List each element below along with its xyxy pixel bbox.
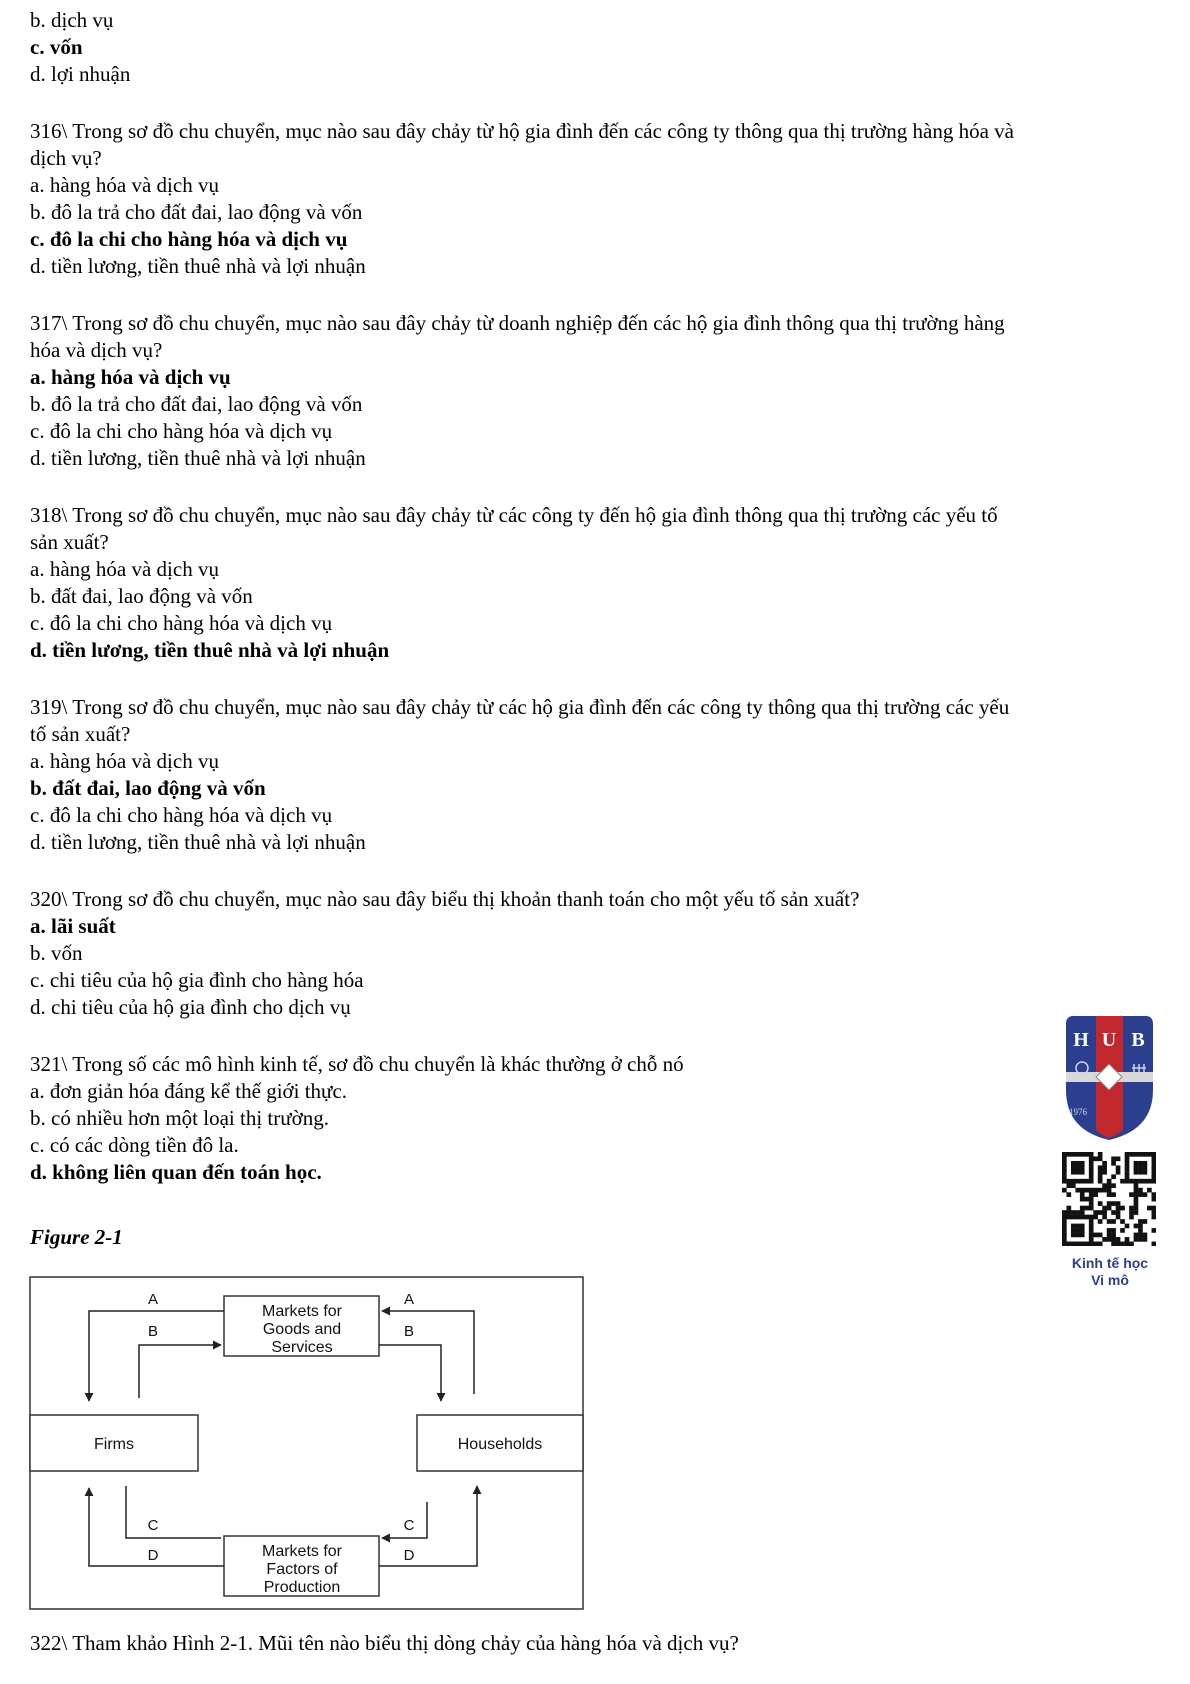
question-320: 320\ Trong sơ đồ chu chuyển, mục nào sau đây biểu thị khoản thanh toán cho một yếu tố sản xuất? xyxy=(30,887,860,911)
q317-option-c: c. đô la chi cho hàng hóa và dịch vụ xyxy=(30,419,333,443)
question-319: 319\ Trong sơ đồ chu chuyển, mục nào sau đây chảy từ các hộ gia đình đến các công ty thông qua thị trường các yếu xyxy=(30,695,1010,719)
circular-flow-diagram xyxy=(29,1276,584,1610)
q318-option-b: b. đất đai, lao động và vốn xyxy=(30,584,253,608)
qr-code xyxy=(1062,1152,1156,1246)
q317-option-b: b. đô la trả cho đất đai, lao động và vốn xyxy=(30,392,363,416)
q321-option-a: a. đơn giản hóa đáng kể thế giới thực. xyxy=(30,1079,348,1103)
q319-option-d: d. tiền lương, tiền thuê nhà và lợi nhuận xyxy=(30,830,366,854)
label-a-right: A xyxy=(403,1291,415,1308)
q318-option-c: c. đô la chi cho hàng hóa và dịch vụ xyxy=(30,611,333,635)
label-c-right: C xyxy=(403,1517,415,1534)
q316-option-c-correct: c. đô la chi cho hàng hóa và dịch vụ xyxy=(30,227,348,251)
label-d-left: D xyxy=(147,1547,159,1564)
answer-b: b. dịch vụ xyxy=(30,8,114,32)
label-c-left: C xyxy=(147,1517,159,1534)
question-321: 321\ Trong số các mô hình kinh tế, sơ đồ chu chuyển là khác thường ở chỗ nó xyxy=(30,1052,684,1076)
label-b-right: B xyxy=(403,1323,415,1340)
q320-option-d: d. chi tiêu của hộ gia đình cho dịch vụ xyxy=(30,995,351,1019)
q319-option-a: a. hàng hóa và dịch vụ xyxy=(30,749,219,773)
label-b-left: B xyxy=(147,1323,159,1340)
arrow-c-left xyxy=(126,1486,221,1538)
answer-c-correct: c. vốn xyxy=(30,35,83,59)
q317-option-d: d. tiền lương, tiền thuê nhà và lợi nhuận xyxy=(30,446,366,470)
figure-title: Figure 2-1 xyxy=(30,1225,123,1249)
logo-columns-icon xyxy=(1132,1064,1146,1072)
q321-option-b: b. có nhiều hơn một loại thị trường. xyxy=(30,1106,329,1130)
q316-option-b: b. đô la trả cho đất đai, lao động và vốn xyxy=(30,200,363,224)
answer-d: d. lợi nhuận xyxy=(30,62,131,86)
logo-caption-2: Vi mô xyxy=(1091,1272,1129,1288)
q321-option-c: c. có các dòng tiền đô la. xyxy=(30,1133,239,1157)
logo-letter-b: B xyxy=(1131,1029,1145,1051)
question-316-cont: dịch vụ? xyxy=(30,146,102,170)
q318-option-d-correct: d. tiền lương, tiền thuê nhà và lợi nhuận xyxy=(30,638,390,662)
arrow-b-left xyxy=(139,1345,221,1398)
q319-option-b-correct: b. đất đai, lao động và vốn xyxy=(30,776,266,800)
question-319-cont: tố sản xuất? xyxy=(30,722,131,746)
q316-option-a: a. hàng hóa và dịch vụ xyxy=(30,173,219,197)
factor-market-line3: Production xyxy=(263,1579,341,1596)
goods-market-line3: Services xyxy=(271,1339,333,1356)
label-a-left: A xyxy=(147,1291,159,1308)
question-318: 318\ Trong sơ đồ chu chuyển, mục nào sau đây chảy từ các công ty đến hộ gia đình thông qua thị trường các yếu tố xyxy=(30,503,998,527)
households-label: Households xyxy=(457,1436,543,1453)
hub-shield-logo xyxy=(1062,1012,1157,1142)
q318-option-a: a. hàng hóa và dịch vụ xyxy=(30,557,219,581)
firms-label: Firms xyxy=(94,1436,134,1453)
question-318-cont: sản xuất? xyxy=(30,530,109,554)
logo-year: 1976 xyxy=(1069,1107,1087,1117)
question-317-cont: hóa và dịch vụ? xyxy=(30,338,163,362)
q320-option-a-correct: a. lãi suất xyxy=(30,914,116,938)
q320-option-b: b. vốn xyxy=(30,941,83,965)
arrow-d-right xyxy=(379,1486,477,1566)
q319-option-c: c. đô la chi cho hàng hóa và dịch vụ xyxy=(30,803,333,827)
logo-letter-u: U xyxy=(1101,1029,1117,1051)
label-d-right: D xyxy=(403,1547,415,1564)
goods-market-line1: Markets for xyxy=(261,1303,343,1320)
q320-option-c: c. chi tiêu của hộ gia đình cho hàng hóa xyxy=(30,968,364,992)
arrow-b-right xyxy=(379,1345,441,1401)
question-317: 317\ Trong sơ đồ chu chuyển, mục nào sau đây chảy từ doanh nghiệp đến các hộ gia đình thông qua thị trường hàng xyxy=(30,311,1005,335)
factor-market-line1: Markets for xyxy=(261,1543,343,1560)
logo-letter-h: H xyxy=(1073,1029,1089,1051)
q317-option-a-correct: a. hàng hóa và dịch vụ xyxy=(30,365,231,389)
goods-market-line2: Goods and xyxy=(262,1321,342,1338)
q316-option-d: d. tiền lương, tiền thuê nhà và lợi nhuận xyxy=(30,254,366,278)
factor-market-line2: Factors of xyxy=(266,1561,338,1578)
logo-caption-1: Kinh tế học xyxy=(1071,1255,1149,1271)
q321-option-d-correct: d. không liên quan đến toán học. xyxy=(30,1160,322,1184)
question-322: 322\ Tham khảo Hình 2-1. Mũi tên nào biểu thị dòng chảy của hàng hóa và dịch vụ? xyxy=(30,1631,739,1655)
arrow-a-right xyxy=(382,1311,474,1394)
question-316: 316\ Trong sơ đồ chu chuyển, mục nào sau đây chảy từ hộ gia đình đến các công ty thông qua thị trường hàng hóa và xyxy=(30,119,1014,143)
